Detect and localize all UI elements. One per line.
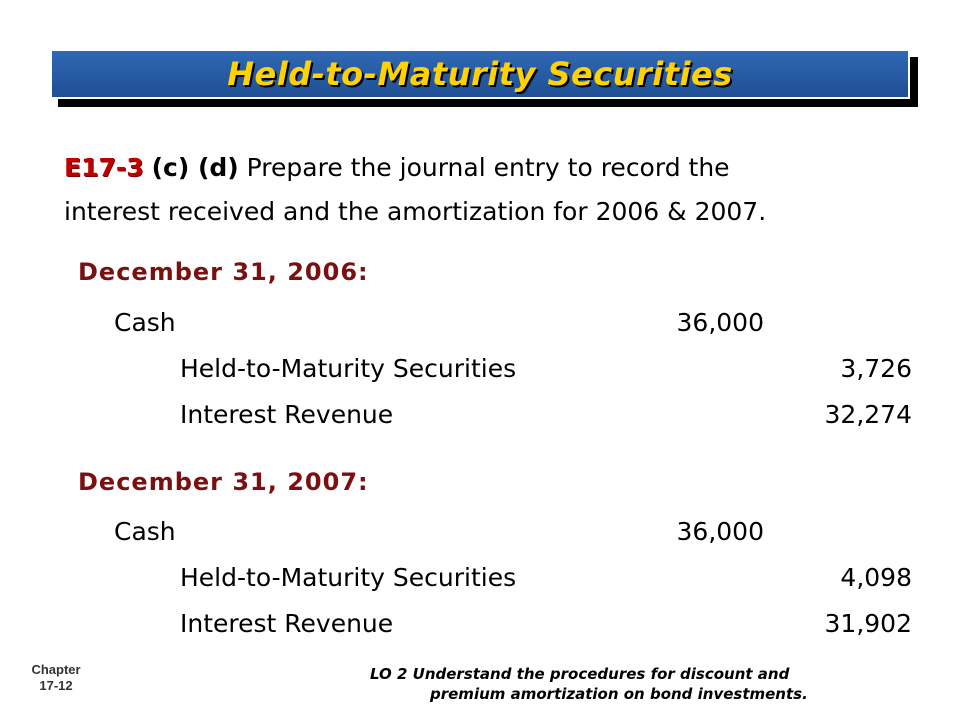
- exercise-ref: E17-3: [64, 153, 144, 182]
- journal-account: Cash: [114, 517, 176, 546]
- title-banner: [50, 49, 910, 99]
- journal-debit: 36,000: [676, 517, 764, 546]
- journal-account: Interest Revenue: [180, 609, 394, 638]
- journal-debit: 36,000: [676, 308, 764, 337]
- learning-objective: [370, 664, 910, 704]
- intro-text-line1: Prepare the journal entry to record the: [238, 153, 730, 182]
- journal-credit: 4,098: [840, 563, 912, 592]
- journal-account: Held-to-Maturity Securities: [180, 563, 517, 592]
- chapter-number: 17-12: [39, 678, 73, 693]
- entry-date-2006: December 31, 2006:: [78, 258, 369, 286]
- journal-credit: 3,726: [840, 354, 912, 383]
- entry-date-2007: December 31, 2007:: [78, 468, 369, 496]
- lo-line2: premium amortization on bond investments.: [430, 685, 808, 703]
- exercise-intro: [64, 146, 924, 234]
- journal-account: Cash: [114, 308, 176, 337]
- journal-account: Interest Revenue: [180, 400, 394, 429]
- journal-credit: 32,274: [824, 400, 912, 429]
- chapter-label: [26, 662, 86, 694]
- exercise-parts: (c) (d): [151, 153, 239, 182]
- page-title: Held-to-Maturity Securities: [227, 55, 733, 93]
- chapter-word: Chapter: [31, 662, 81, 677]
- journal-credit: 31,902: [824, 609, 912, 638]
- intro-text-line2: interest received and the amortization for 2006 & 2007.: [64, 197, 767, 226]
- lo-line1: LO 2 Understand the procedures for discount and: [370, 665, 790, 683]
- journal-account: Held-to-Maturity Securities: [180, 354, 517, 383]
